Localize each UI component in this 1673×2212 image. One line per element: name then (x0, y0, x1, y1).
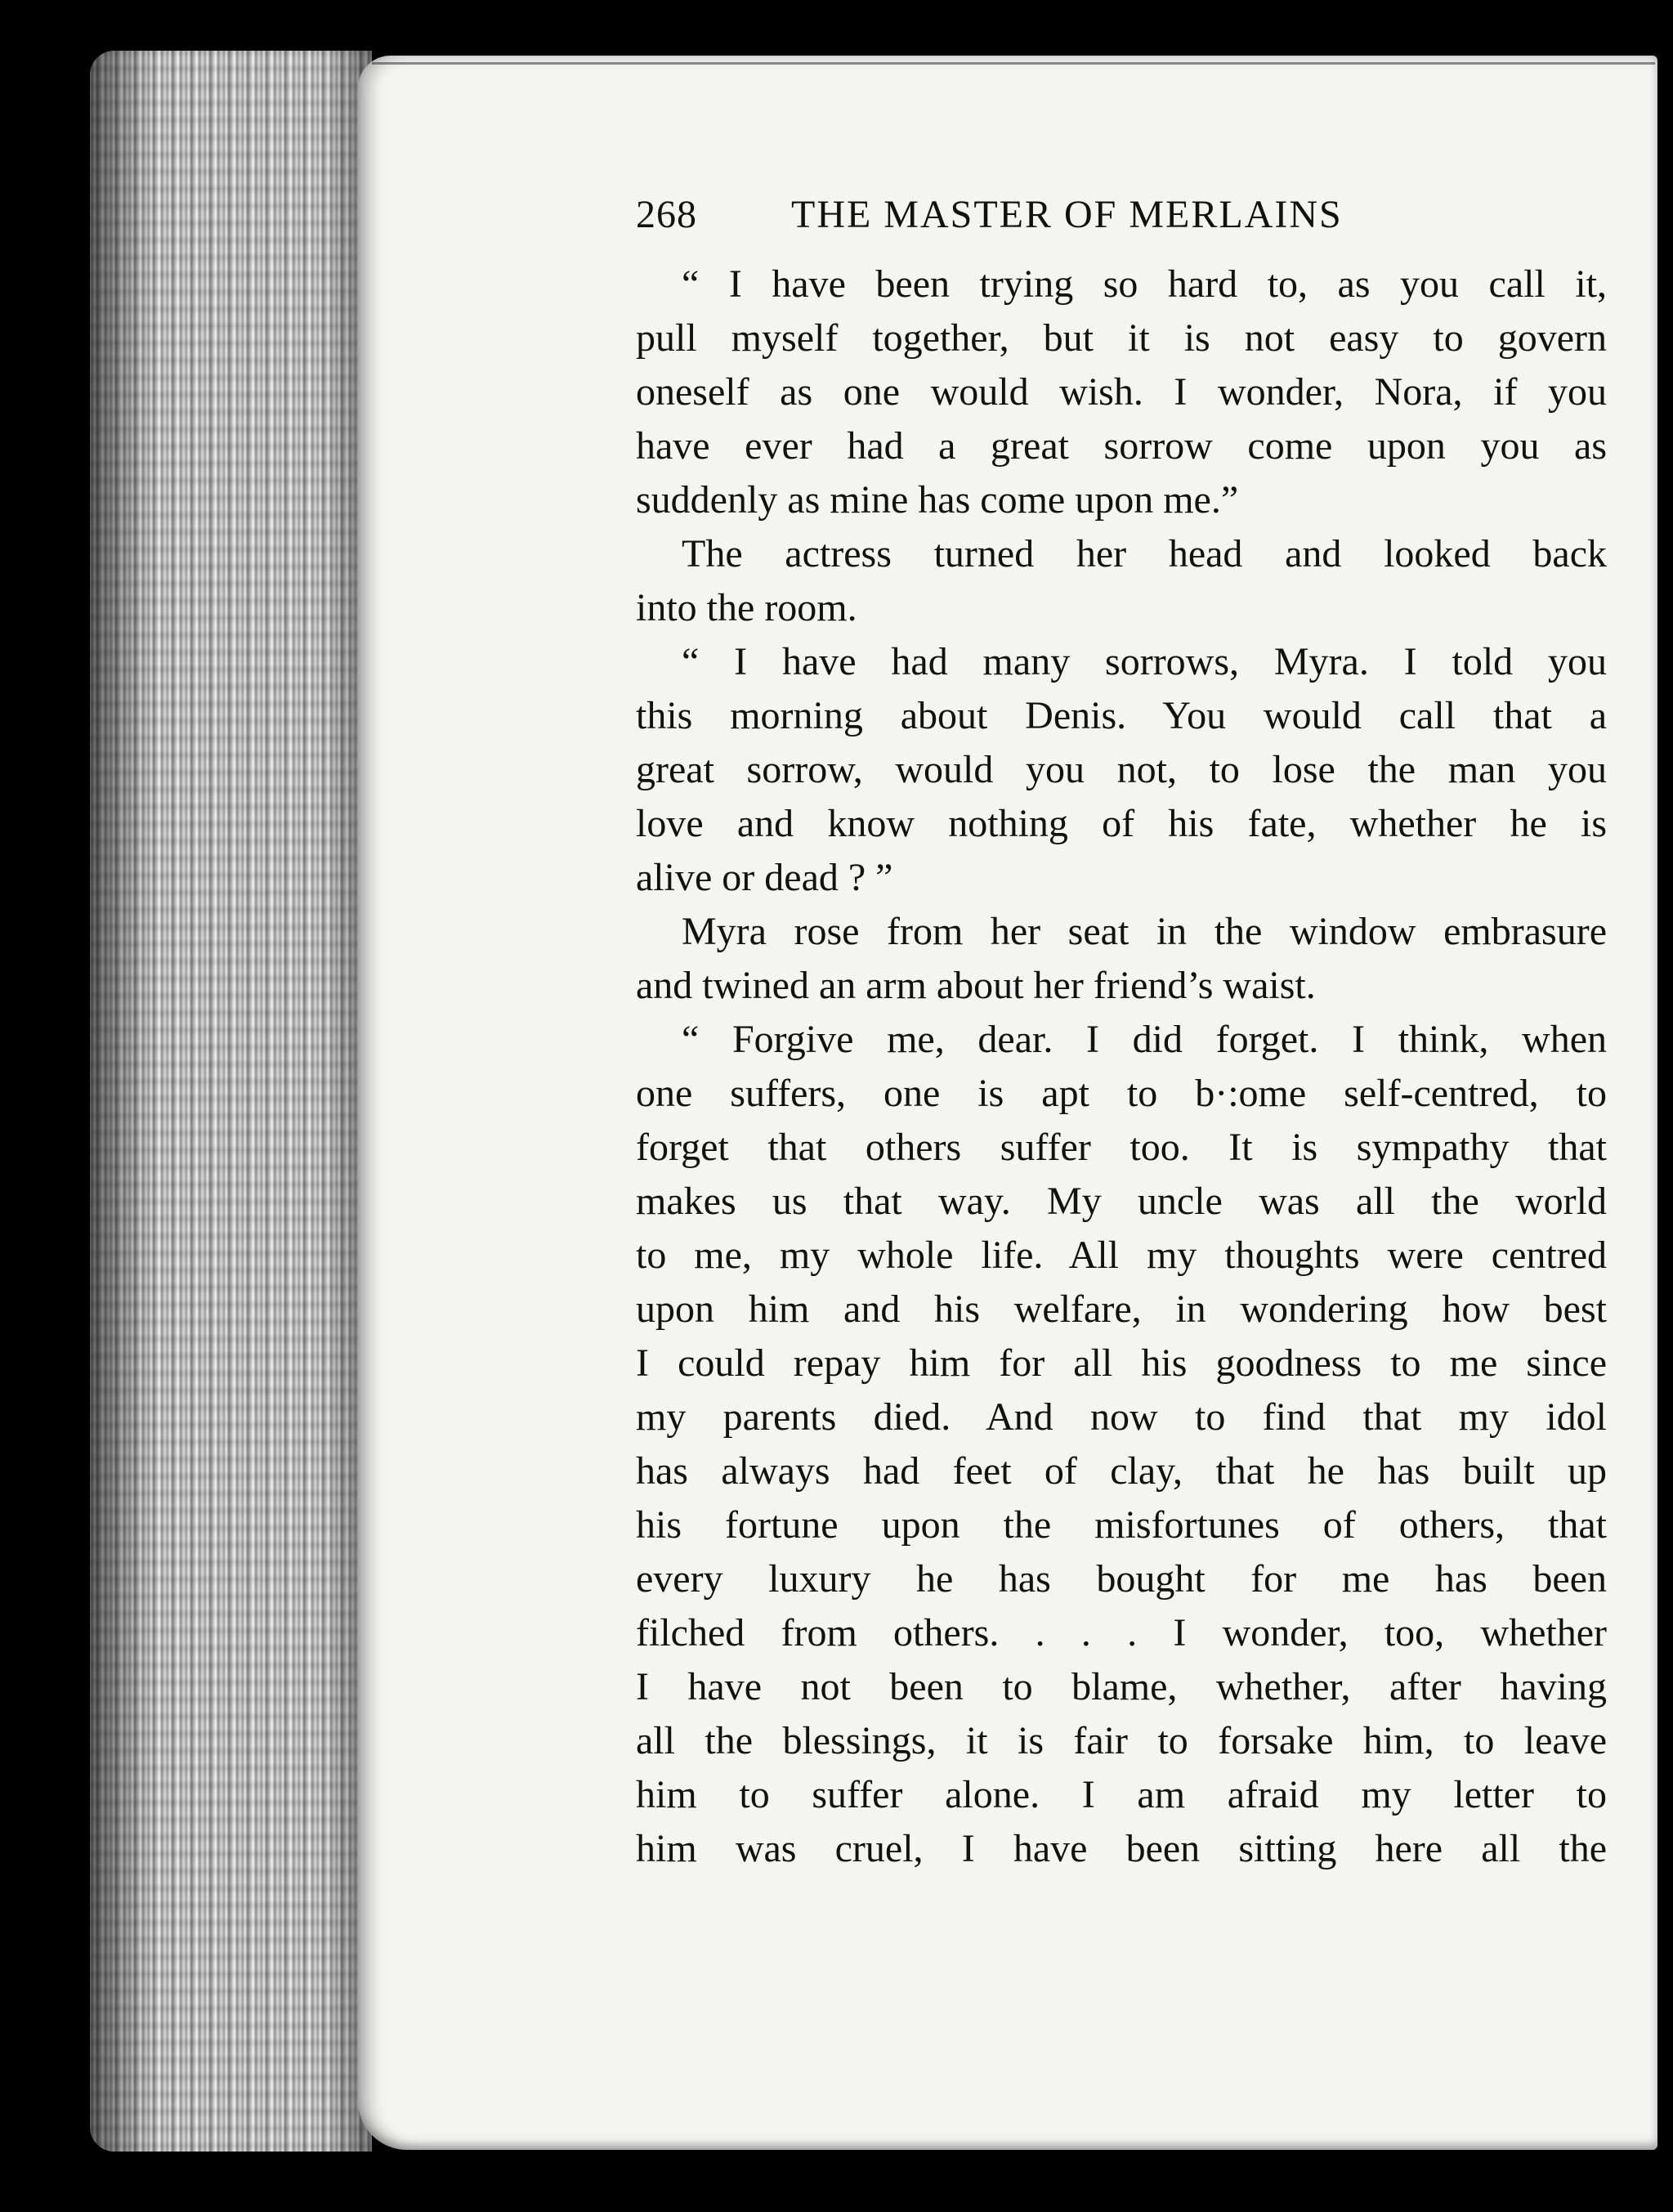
text-line: makes us that way. My uncle was all the world (636, 1180, 1607, 1223)
text-line: “ Forgive me, dear. I did forget. I think, when (682, 1018, 1607, 1061)
text-line: this morning about Denis. You would call that a (636, 694, 1607, 737)
text-line: I have not been to blame, whether, after having (636, 1665, 1607, 1708)
text-line: love and know nothing of his fate, whether he is (636, 802, 1607, 845)
text-line: every luxury he has bought for me has been (636, 1557, 1607, 1601)
text-line: Myra rose from her seat in the window embrasure (682, 910, 1607, 953)
page-text-block (636, 192, 1607, 1876)
text-line: him was cruel, I have been sitting here all the (636, 1827, 1607, 1870)
text-line: alive or dead ? ” (636, 856, 893, 899)
body-text (636, 257, 1607, 1876)
text-line: “ I have had many sorrows, Myra. I told you (682, 640, 1607, 683)
text-line: and twined an arm about her friend’s waist. (636, 964, 1316, 1007)
text-line: “ I have been trying so hard to, as you call it, (682, 262, 1607, 306)
running-title: THE MASTER OF MERLAINS (791, 193, 1343, 236)
page-top-edge (372, 62, 1655, 65)
text-line: has always had feet of clay, that he has built up (636, 1449, 1607, 1493)
page-number: 268 (636, 193, 697, 236)
text-line: upon him and his welfare, in wondering how best (636, 1287, 1607, 1331)
text-line: suddenly as mine has come upon me.” (636, 478, 1239, 522)
text-line: The actress turned her head and looked back (682, 532, 1607, 575)
text-line: into the room. (636, 586, 857, 629)
text-line: forget that others suffer too. It is sympathy that (636, 1126, 1607, 1169)
running-head (636, 192, 1607, 257)
text-line: his fortune upon the misfortunes of others, that (636, 1503, 1607, 1547)
text-line: all the blessings, it is fair to forsake him, to leave (636, 1719, 1607, 1762)
text-line: I could repay him for all his goodness to me since (636, 1341, 1607, 1385)
text-line: my parents died. And now to find that my idol (636, 1395, 1607, 1439)
text-line: one suffers, one is apt to b·:ome self-centred, to (636, 1072, 1607, 1115)
text-line: great sorrow, would you not, to lose the man you (636, 748, 1607, 791)
edge-shadow-left (90, 51, 155, 2152)
text-line: to me, my whole life. All my thoughts were centred (636, 1234, 1607, 1277)
text-line: pull myself together, but it is not easy to govern (636, 316, 1607, 360)
text-line: filched from others. . . . I wonder, too, whether (636, 1611, 1607, 1655)
text-line: oneself as one would wish. I wonder, Nora, if you (636, 370, 1607, 414)
text-line: him to suffer alone. I am afraid my letter to (636, 1773, 1607, 1816)
text-line: have ever had a great sorrow come upon you as (636, 424, 1607, 468)
